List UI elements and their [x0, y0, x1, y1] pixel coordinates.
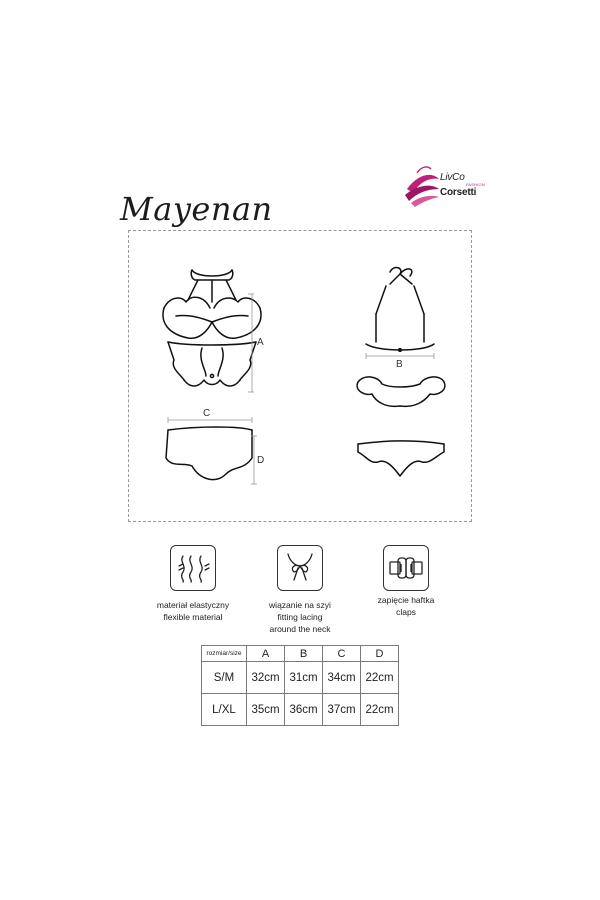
size-value: 37cm [323, 694, 361, 726]
size-value: 22cm [361, 662, 399, 694]
size-label: L/XL [202, 694, 247, 726]
size-table-column-header: B [285, 646, 323, 662]
dimension-label-d: D [257, 455, 265, 466]
feature-caption-line: around the neck [269, 624, 331, 634]
size-table-corner: rozmiar/size [202, 646, 247, 662]
size-value: 22cm [361, 694, 399, 726]
panty-back-drawing [358, 441, 444, 476]
bodysuit-front-drawing [163, 270, 261, 386]
dimension-label-a: A [257, 337, 264, 348]
size-table-column-header: A [247, 646, 285, 662]
size-table [201, 645, 399, 726]
brand-name-line2: Corsetti [440, 187, 477, 198]
feature-caption-line: wiązanie na szyi [269, 600, 331, 610]
size-label: S/M [202, 662, 247, 694]
size-value: 35cm [247, 694, 285, 726]
size-value: 32cm [247, 662, 285, 694]
size-table-column-header: D [361, 646, 399, 662]
size-table-column-header: C [323, 646, 361, 662]
table-row [202, 662, 399, 694]
size-value: 34cm [323, 662, 361, 694]
brand-tagline: FASHION [466, 182, 485, 187]
feature-caption-line: zapięcie haftka [377, 595, 435, 605]
brand-name-line1: LivCo [440, 172, 465, 183]
table-row [202, 694, 399, 726]
size-value: 36cm [285, 694, 323, 726]
back-band-drawing [357, 377, 445, 406]
panty-drawing [166, 427, 252, 480]
dimension-label-b: B [396, 359, 403, 370]
size-table-header-row [202, 646, 399, 662]
bodysuit-back-drawing [366, 268, 434, 352]
product-title: Mayenan [120, 190, 273, 228]
dimension-label-c: C [203, 408, 211, 419]
feature-caption-line: fitting lacing [277, 612, 323, 622]
hook-clasp-icon [383, 545, 429, 591]
feature-caption-line: materiał elastyczny [156, 600, 230, 610]
feature-caption-clasp [341, 594, 471, 618]
neck-tie-icon [277, 545, 323, 591]
feature-caption-line: claps [396, 607, 416, 617]
feature-caption-line: flexible material [163, 612, 223, 622]
technical-drawing [128, 230, 472, 522]
elastic-material-icon [170, 545, 216, 591]
size-value: 31cm [285, 662, 323, 694]
